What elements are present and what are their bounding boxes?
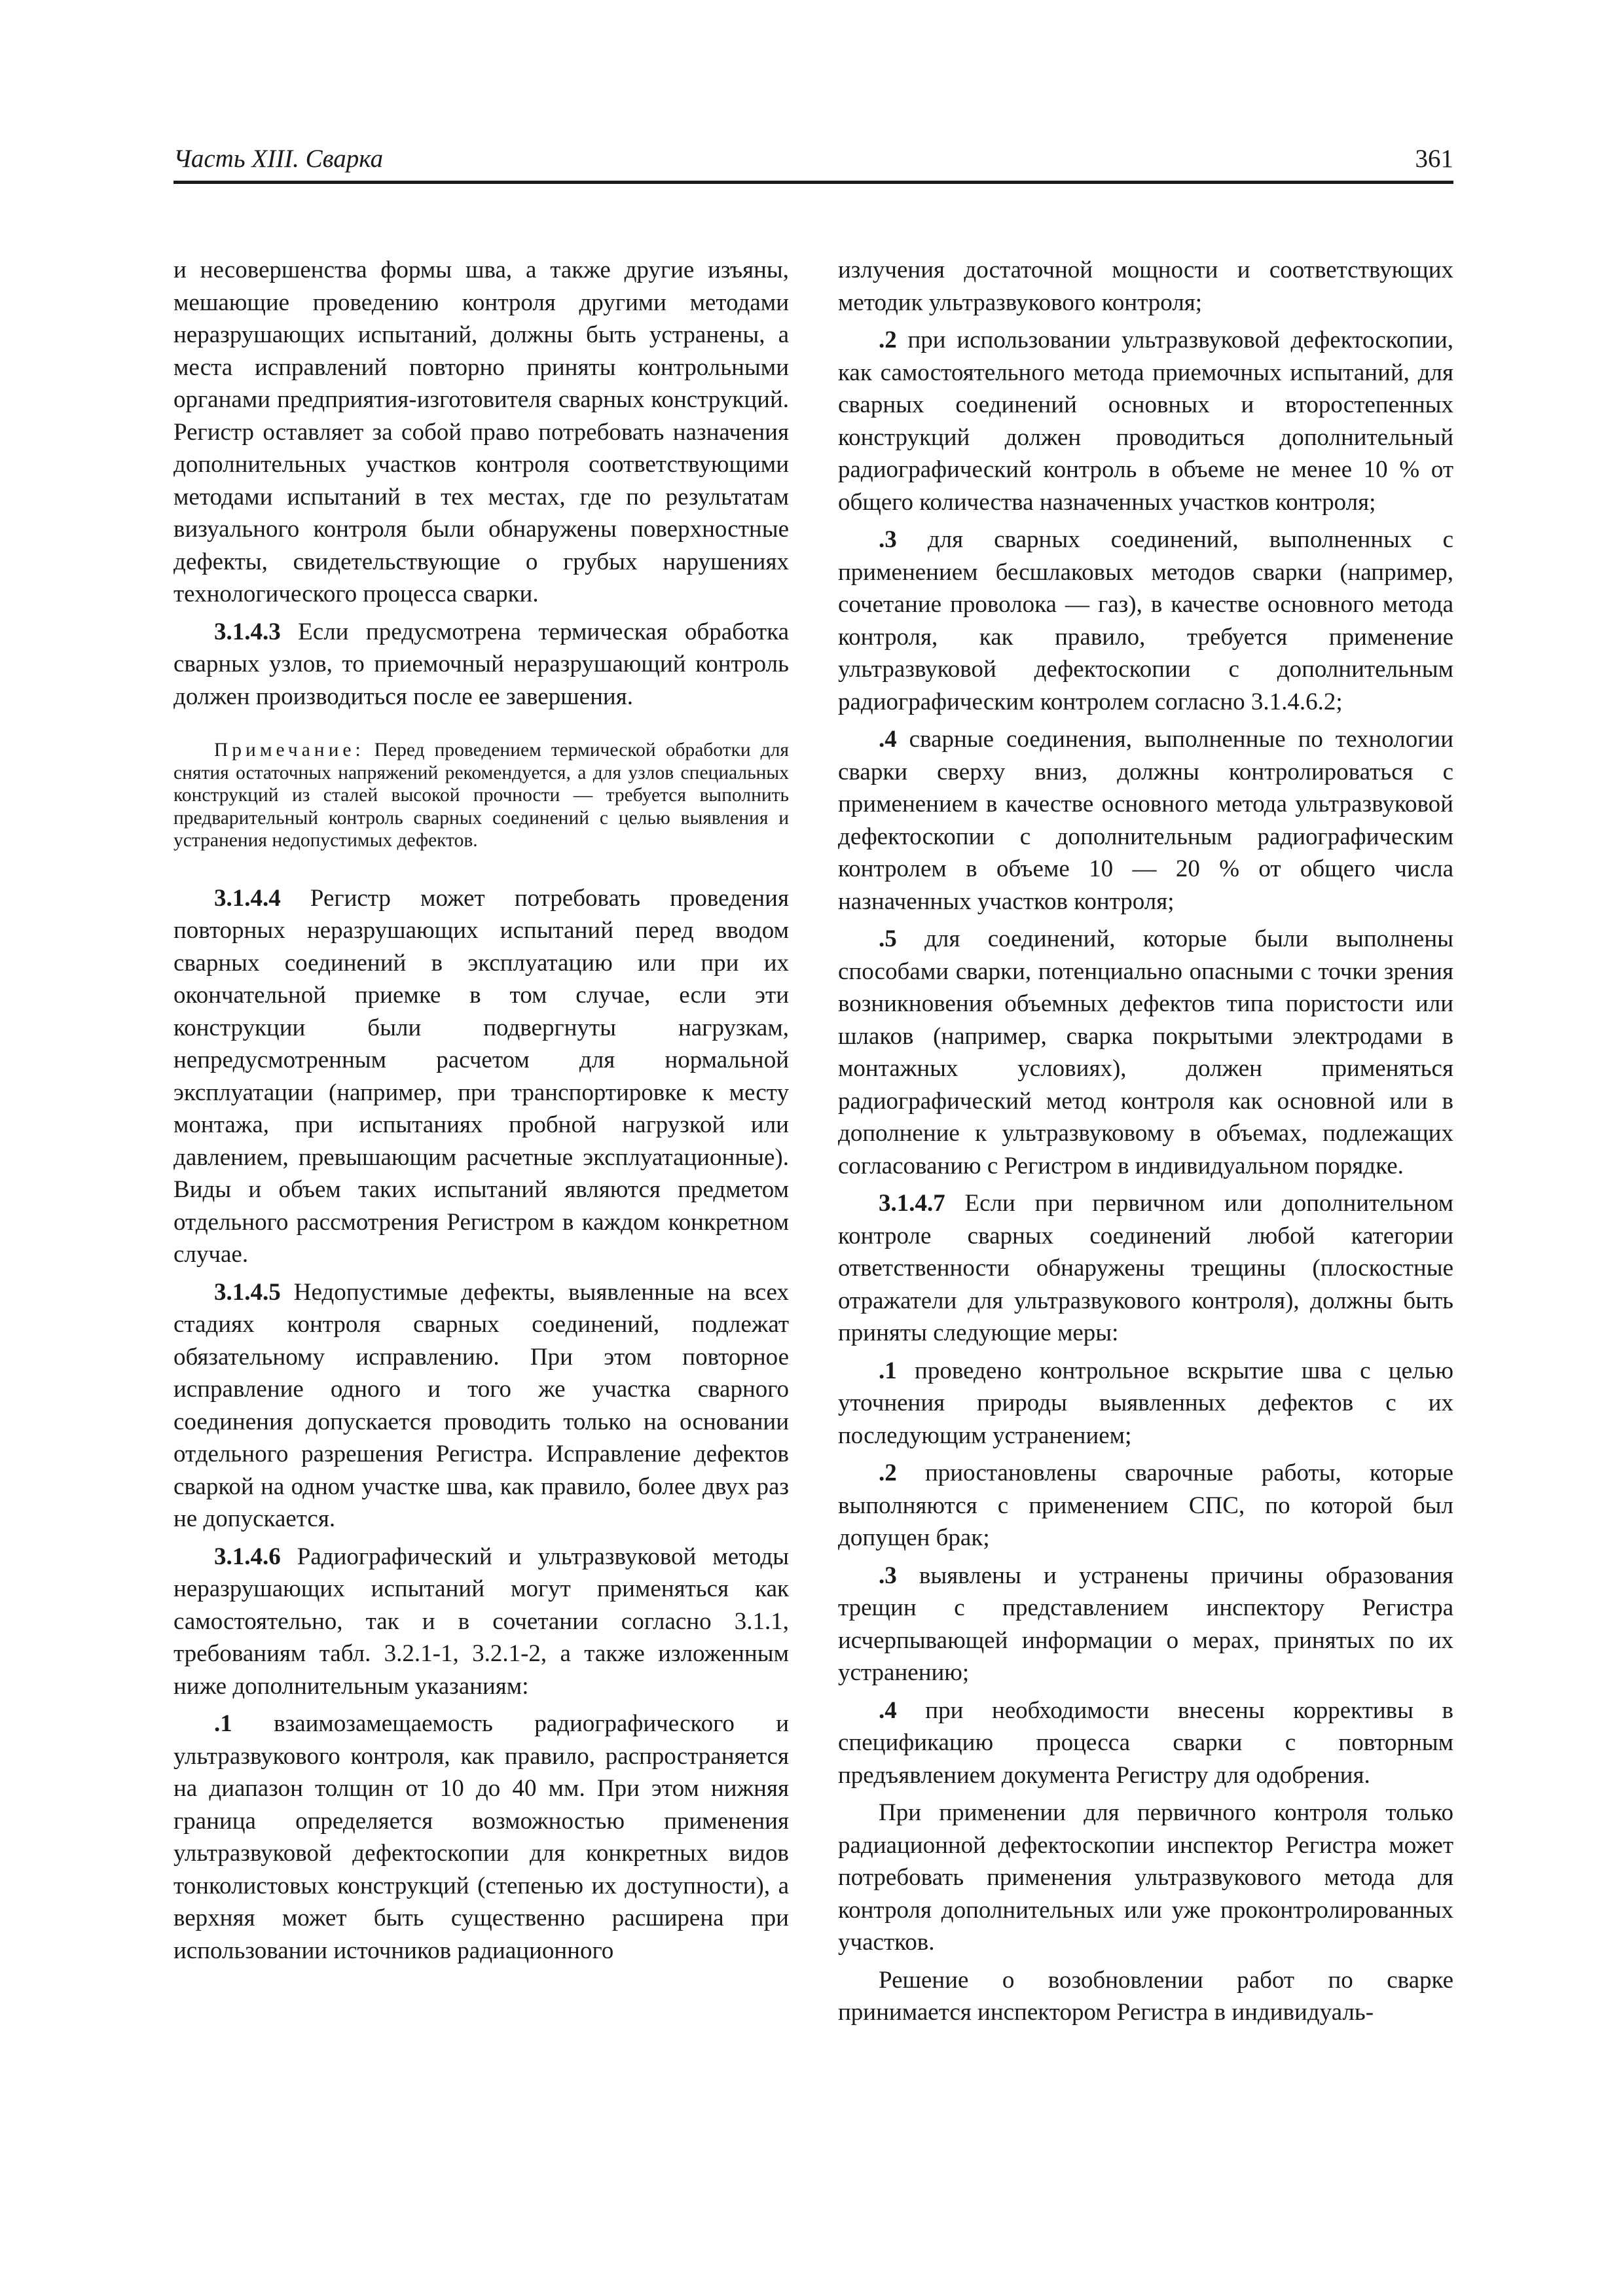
list-item-text: проведено контрольное вскрытие шва с целью уточнения природы выявленных дефектов с их последующим устранением;	[838, 1357, 1453, 1449]
paragraph-3-1-4-6	[173, 1541, 789, 1703]
clause-text: Недопустимые дефекты, выявленные на всех стадиях контроля сварных соединений, подлежат обязательному исправлению. При этом повторное исправление одного и того же участка сварного соединения допускается проводить только на основании отдельного разрешения Регистра. Исправление дефектов сваркой на одном участке шва, как правило, более двух раз не допускается.	[173, 1278, 789, 1532]
list-item	[838, 1695, 1453, 1792]
list-item-number: .2	[879, 327, 897, 353]
list-item	[838, 524, 1453, 718]
list-item-number: .4	[879, 1696, 897, 1724]
paragraph-3-1-4-5	[173, 1276, 789, 1535]
note	[173, 739, 789, 852]
paragraph: излучения достаточной мощности и соответствующих методик ультразвукового контроля;	[838, 257, 1453, 316]
paragraph: Решение о возобновлении работ по сварке принимается инспектором Регистра в индивидуаль-	[838, 1966, 1453, 2026]
list-item-text: взаимозамещаемость радиографического и ультразвукового контроля, как правило, распространяется на диапазон толщин от 10 до 40 мм. При этом нижняя граница определяется возможностью применения ультразвуковой дефектоскопии для конкретных видов тонколистовых конструкций (степенью их доступности), а верхняя может быть существенно расширена при использовании источников радиационного	[173, 1710, 789, 1964]
page-number: 361	[1415, 145, 1453, 173]
clause-number: 3.1.4.5	[214, 1278, 281, 1306]
list-item-text: выявлены и устранены причины образования трещин с представлением инспектору Регистра исчерпывающей информации о мерах, принятых по их устранению;	[838, 1562, 1453, 1686]
left-column	[173, 254, 789, 1967]
list-item	[838, 1457, 1453, 1554]
note-text: Перед проведением термической обработки для снятия остаточных напряжений рекомендуется, а для узлов специальных конструкций из сталей высокой прочности — требуется выполнить предварительный контроль сварных соединений с целью выявления и устранения недопустимых дефектов.	[173, 740, 789, 851]
running-title: Часть XIII. Сварка	[173, 145, 384, 173]
right-column	[838, 254, 1453, 2029]
list-item	[838, 723, 1453, 918]
list-item-number: .1	[214, 1710, 232, 1737]
clause-text: Радиографический и ультразвуковой методы неразрушающих испытаний могут применяться как самостоятельно, так и в сочетании согласно 3.1.1, требованиям табл. 3.2.1-1, 3.2.1-2, а также изложенным ниже дополнительным указаниям:	[173, 1543, 789, 1700]
clause-number: 3.1.4.4	[214, 884, 281, 912]
list-item	[838, 923, 1453, 1182]
list-item	[838, 1560, 1453, 1689]
clause-number: 3.1.4.7	[879, 1190, 945, 1217]
clause-text: Регистр может потребовать проведения повторных неразрушающих испытаний перед вводом сварных соединений в эксплуатацию или при их окончательной приемке в том случае, если эти конструкции были подвергнуты нагрузкам, непредусмотренным расчетом для нормальной эксплуатации (например, при транспортировке к месту монтажа, при испытаниях пробной нагрузкой или давлением, превышающим расчетные эксплуатационные). Виды и объем таких испытаний являются предметом отдельного рассмотрения Регистром в каждом конкретном случае.	[173, 884, 789, 1268]
paragraph: При применении для первичного контроля только радиационной дефектоскопии инспектор Регистра может потребовать применения ультразвукового метода для контроля дополнительных или уже проконтролированных участков.	[838, 1799, 1453, 1956]
list-item-text: приостановлены сварочные работы, которые выполняются с применением СПС, по которой был допущен брак;	[838, 1460, 1453, 1551]
list-item-number: .5	[879, 925, 897, 952]
clause-number: 3.1.4.6	[214, 1543, 281, 1570]
list-item-text: при использовании ультразвуковой дефектоскопии, как самостоятельного метода приемочных испытаний, для сварных соединений основных и второстепенных конструкций должен проводиться дополнительный радиографический контроль в объеме не менее 10 % от общего количества назначенных участков контроля;	[838, 327, 1453, 516]
paragraph-3-1-4-7	[838, 1187, 1453, 1350]
paragraph-3-1-4-3	[173, 616, 789, 713]
list-item-text: для сварных соединений, выполненных с применением бесшлаковых методов сварки (например, сочетание проволока — газ), в качестве основного метода контроля, как правило, требуется применение ультразвуковой дефектоскопии с дополнительным радиографическим контролем согласно 3.1.4.6.2;	[838, 526, 1453, 715]
page-header	[173, 143, 1453, 184]
clause-text: Если предусмотрена термическая обработка сварных узлов, то приемочный неразрушающий контроль должен производиться после ее завершения.	[173, 618, 789, 710]
list-item-number: .2	[879, 1460, 897, 1486]
list-item-number: .3	[879, 1562, 897, 1589]
list-item-text: сварные соединения, выполненные по технологии сварки сверху вниз, должны контролироваться с применением в качестве основного метода ультразвуковой дефектоскопии с дополнительным радиографическим контролем в объеме 10 — 20 % от общего числа назначенных участков контроля;	[838, 726, 1453, 915]
list-item	[838, 1355, 1453, 1452]
clause-text: Если при первичном или дополнительном контроле сварных соединений любой категории ответственности обнаружены трещины (плоскостные отражатели для ультразвукового контроля), должны быть приняты следующие меры:	[838, 1190, 1453, 1346]
list-item-number: .3	[879, 526, 897, 553]
list-item	[838, 324, 1453, 518]
list-item-text: для соединений, которые были выполнены способами сварки, потенциально опасными с точки зрения возникновения объемных дефектов типа пористости или шлаков (например, сварка покрытыми электродами в монтажных условиях), должен применяться радиографический метод контроля как основной или в дополнение к ультразвуковому в объемах, подлежащих согласованию с Регистром в индивидуальном порядке.	[838, 925, 1453, 1179]
paragraph: и несовершенства формы шва, а также другие изъяны, мешающие проведению контроля другими методами неразрушающих испытаний, должны быть устранены, а места исправлений повторно приняты контрольными органами предприятия-изготовителя сварных конструкций. Регистр оставляет за собой право потребовать назначения дополнительных участков контроля соответствующими методами испытаний в тех местах, где по результатам визуального контроля были обнаружены поверхностные дефекты, свидетельствующие о грубых нарушениях технологического процесса сварки.	[173, 257, 789, 607]
list-item-number: .4	[879, 726, 897, 753]
clause-number: 3.1.4.3	[214, 618, 281, 645]
list-item-text: при необходимости внесены коррективы в спецификацию процесса сварки с повторным предъявлением документа Регистру для одобрения.	[838, 1696, 1453, 1789]
note-label: Примечание:	[214, 740, 365, 761]
paragraph-3-1-4-4	[173, 882, 789, 1271]
list-item	[173, 1708, 789, 1967]
list-item-number: .1	[879, 1357, 897, 1384]
